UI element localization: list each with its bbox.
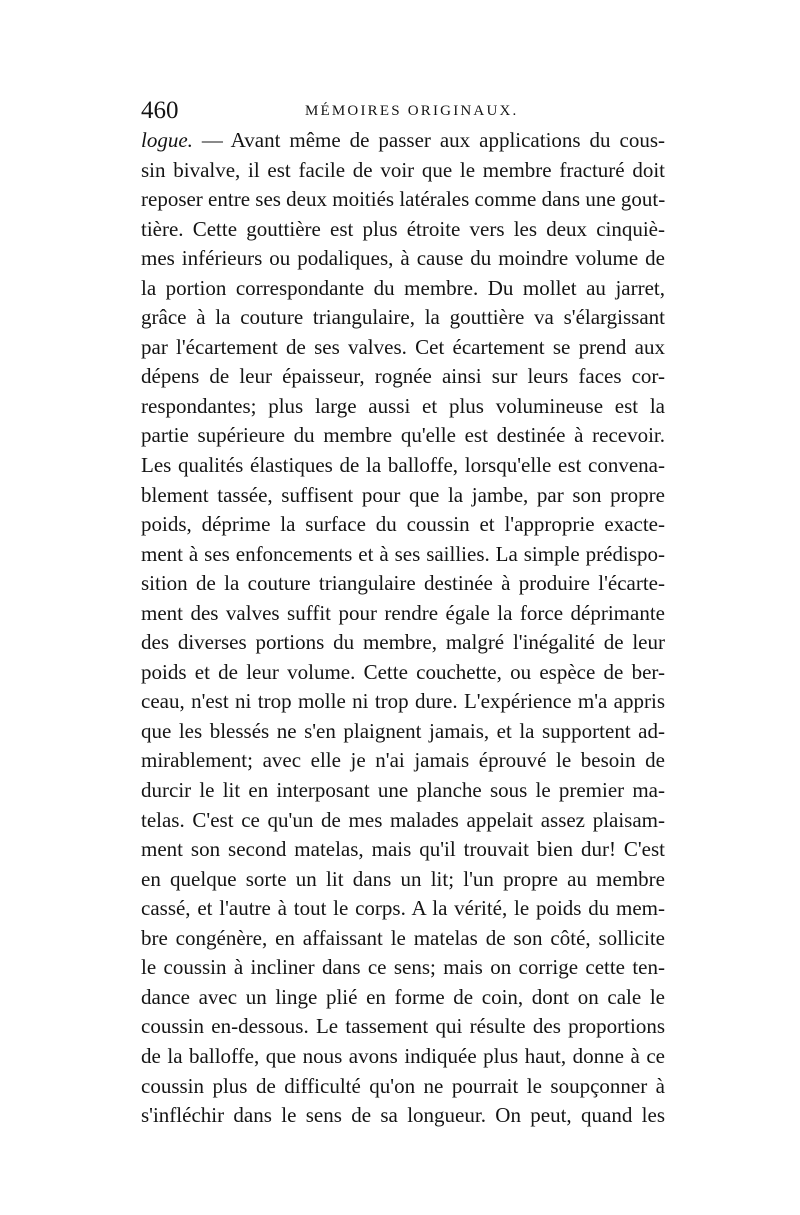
page-number: 460 bbox=[141, 97, 179, 124]
text-line: mirablement; avec elle je n'ai jamais éprouvé le besoin de bbox=[141, 748, 665, 773]
text-line: sin bivalve, il est facile de voir que le membre fracturé doit bbox=[141, 157, 665, 182]
text-line: en quelque sorte un lit dans un lit; l'un propre au membre bbox=[141, 866, 665, 891]
text-line: par l'écartement de ses valves. Cet écartement se prend aux bbox=[141, 334, 665, 359]
text-line: ment à ses enfoncements et à ses saillies. La simple prédispo- bbox=[141, 541, 665, 566]
text-line: grâce à la couture triangulaire, la gouttière va s'élargissant bbox=[141, 305, 665, 330]
text-line: ment son second matelas, mais qu'il trouvait bien dur! C'est bbox=[141, 837, 665, 862]
text-line: poids, déprime la surface du coussin et l'approprie exacte- bbox=[141, 512, 665, 537]
text-line: s'infléchir dans le sens de sa longueur. On peut, quand les bbox=[141, 1103, 665, 1128]
text-line: reposer entre ses deux moitiés latérales comme dans une gout- bbox=[141, 187, 666, 212]
text-line: sition de la couture triangulaire destinée à produire l'écarte- bbox=[141, 571, 665, 596]
text-line: Les qualités élastiques de la balloffe, lorsqu'elle est convena- bbox=[141, 453, 665, 478]
body-text bbox=[141, 126, 665, 1131]
text-line: le coussin à incliner dans ce sens; mais on corrige cette ten- bbox=[141, 955, 665, 980]
text-line: durcir le lit en interposant une planche sous le premier ma- bbox=[141, 778, 665, 803]
text-line: mes inférieurs ou podaliques, à cause du moindre volume de bbox=[141, 246, 665, 271]
text-line: que les blessés ne s'en plaignent jamais, et la supportent ad- bbox=[141, 718, 665, 743]
text-line: telas. C'est ce qu'un de mes malades appelait assez plaisam- bbox=[141, 807, 665, 832]
text-line: de la balloffe, que nous avons indiquée plus haut, donne à ce bbox=[141, 1043, 665, 1068]
text-line: des diverses portions du membre, malgré l'inégalité de leur bbox=[141, 630, 665, 655]
text-line: blement tassée, suffisent pour que la jambe, par son propre bbox=[141, 482, 665, 507]
text-line: logue. — Avant même de passer aux applications du cous- bbox=[141, 128, 665, 152]
text-line: bre congénère, en affaissant le matelas de son côté, sollicite bbox=[141, 925, 665, 950]
text-line: respondantes; plus large aussi et plus volumineuse est la bbox=[141, 393, 665, 418]
text-line: ceau, n'est ni trop molle ni trop dure. L'expérience m'a appris bbox=[141, 689, 665, 714]
text-line: partie supérieure du membre qu'elle est destinée à recevoir. bbox=[141, 423, 665, 448]
text-line: coussin en-dessous. Le tassement qui résulte des proportions bbox=[141, 1014, 665, 1039]
text-line: dépens de leur épaisseur, rognée ainsi sur leurs faces cor- bbox=[141, 364, 665, 389]
text-line: cassé, et l'autre à tout le corps. A la vérité, le poids du mem- bbox=[141, 896, 665, 921]
text-line: coussin plus de difficulté qu'on ne pourrait le soupçonner à bbox=[141, 1073, 665, 1098]
text-line: la portion correspondante du membre. Du mollet au jarret, bbox=[141, 275, 665, 300]
italic-word: logue. bbox=[141, 128, 193, 152]
page-header bbox=[141, 96, 665, 126]
running-head: MÉMOIRES ORIGINAUX. bbox=[305, 103, 519, 119]
text-line: dance avec un linge plié en forme de coin, dont on cale le bbox=[141, 984, 665, 1009]
text-line: ment des valves suffit pour rendre égale la force déprimante bbox=[141, 600, 665, 625]
text-line: tière. Cette gouttière est plus étroite vers les deux cinquiè- bbox=[141, 216, 665, 241]
text-line: poids et de leur volume. Cette couchette, ou espèce de ber- bbox=[141, 659, 665, 684]
